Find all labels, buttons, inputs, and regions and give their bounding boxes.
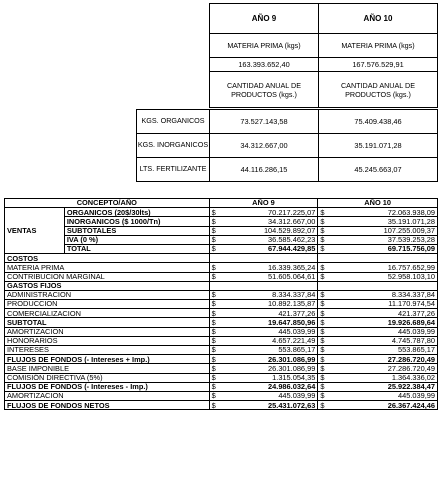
table-row: [5, 318, 438, 327]
currency-symbol: $: [209, 401, 219, 410]
value-y10: 27.286.720,49: [328, 355, 438, 364]
value-y9: 8.334.337,84: [219, 290, 318, 299]
currency-symbol: $: [318, 300, 328, 309]
ventas-section: [5, 208, 438, 254]
producto-value-y9: 44.116.286,15: [210, 158, 319, 182]
value-y10: 69.715.756,09: [328, 244, 438, 253]
currency-symbol: $: [318, 318, 328, 327]
value-y9: 104.529.892,07: [219, 226, 318, 235]
materia-prima-table: [209, 3, 438, 108]
row-label: FLUJOS DE FONDOS (- Intereses + Imp.): [5, 355, 210, 364]
value-y10: 421.377,26: [328, 309, 438, 318]
producto-value-y9: 34.312.667,00: [210, 134, 319, 158]
year9-header: AÑO 9: [210, 4, 319, 34]
value-y9: 1.315.054,35: [219, 373, 318, 382]
row-label: CONTRIBUCION MARGINAL: [5, 272, 210, 281]
value-y10: 1.364.336,02: [328, 373, 438, 382]
table-row: [5, 290, 438, 299]
value-y9: 445.039,99: [219, 327, 318, 336]
currency-symbol: $: [318, 217, 328, 226]
row-label: COMERCIALIZACION: [5, 309, 210, 318]
producto-label: KGS. INORGANICOS: [137, 134, 210, 158]
value-y9: 25.431.072,63: [219, 401, 318, 410]
currency-symbol: $: [209, 226, 219, 235]
value-y9: 70.217.225,07: [219, 208, 318, 217]
ventas-row: [5, 244, 438, 253]
currency-symbol: $: [318, 336, 328, 345]
currency-symbol: $: [209, 382, 219, 391]
value-y10: [328, 254, 438, 263]
currency-symbol: $: [318, 364, 328, 373]
currency-symbol: $: [209, 217, 219, 226]
currency-symbol: $: [209, 364, 219, 373]
value-y10: 72.063.938,09: [328, 208, 438, 217]
value-y10: [328, 281, 438, 290]
value-y10: 107.255.009,37: [328, 226, 438, 235]
producto-value-y10: 75.409.438,46: [319, 110, 438, 134]
currency-symbol: $: [318, 309, 328, 318]
ventas-row: [5, 226, 438, 235]
value-y9: 4.657.221,49: [219, 336, 318, 345]
value-y9: 553.865,17: [219, 346, 318, 355]
value-y10: 8.334.337,84: [328, 290, 438, 299]
currency-symbol: $: [209, 244, 219, 253]
value-y9: 19.647.850,96: [219, 318, 318, 327]
value-y9: 445.039,99: [219, 391, 318, 400]
row-label: AMORTIZACION: [5, 391, 210, 400]
currency-symbol: $: [318, 208, 328, 217]
producto-value-y10: 35.191.071,28: [319, 134, 438, 158]
value-y10: 26.367.424,46: [328, 401, 438, 410]
ventas-row-label: INORGANICOS ($ 1000/Tn): [64, 217, 209, 226]
row-label: FLUJOS DE FONDOS (- Intereses - Imp.): [5, 382, 210, 391]
currency-cell: [209, 254, 219, 263]
value-y10: 52.958.103,10: [328, 272, 438, 281]
year10-header: AÑO 10: [319, 4, 438, 34]
value-y10: 445.039,99: [328, 391, 438, 400]
row-label: PRODUCCION: [5, 300, 210, 309]
table-row: [5, 382, 438, 391]
currency-symbol: $: [209, 300, 219, 309]
currency-symbol: $: [318, 391, 328, 400]
currency-symbol: $: [318, 235, 328, 244]
productos-table: [136, 109, 438, 182]
materia-prima-label-y10: MATERIA PRIMA (kgs): [319, 34, 438, 58]
year10-col-header: AÑO 10: [318, 199, 438, 208]
ventas-row: [5, 235, 438, 244]
currency-symbol: $: [209, 272, 219, 281]
materia-prima-label-y9: MATERIA PRIMA (kgs): [210, 34, 319, 58]
currency-symbol: $: [209, 355, 219, 364]
currency-symbol: $: [209, 290, 219, 299]
concepto-header: CONCEPTO/AÑO: [5, 199, 210, 208]
row-label: BASE IMPONIBLE: [5, 364, 210, 373]
row-label: COSTOS: [5, 254, 210, 263]
row-label: COMISIÓN DIRECTIVA (5%): [5, 373, 210, 382]
currency-symbol: $: [209, 263, 219, 272]
value-y9: 24.986.032,64: [219, 382, 318, 391]
table-row: [5, 263, 438, 272]
value-y9: 421.377,26: [219, 309, 318, 318]
table-row: [5, 281, 438, 290]
value-y9: 51.605.064,61: [219, 272, 318, 281]
currency-symbol: $: [318, 355, 328, 364]
ventas-row: [5, 217, 438, 226]
producto-label: LTS. FERTILIZANTE: [137, 158, 210, 182]
materia-prima-value-y10: 167.576.529,91: [319, 58, 438, 72]
currency-symbol: $: [209, 346, 219, 355]
row-label: INTERESES: [5, 346, 210, 355]
value-y9: 67.944.429,85: [219, 244, 318, 253]
currency-symbol: $: [318, 382, 328, 391]
year9-col-header: AÑO 9: [209, 199, 318, 208]
currency-symbol: $: [318, 226, 328, 235]
table-row: [5, 300, 438, 309]
value-y10: 553.865,17: [328, 346, 438, 355]
currency-symbol: $: [318, 263, 328, 272]
ventas-row-label: SUBTOTALES: [64, 226, 209, 235]
value-y9: 16.339.365,24: [219, 263, 318, 272]
value-y10: 16.757.652,99: [328, 263, 438, 272]
table-header-row: [5, 199, 438, 208]
producto-value-y9: 73.527.143,58: [210, 110, 319, 134]
table-row: [5, 327, 438, 336]
currency-symbol: $: [209, 336, 219, 345]
currency-symbol: $: [318, 244, 328, 253]
table-row: [5, 355, 438, 364]
value-y10: 445.039,99: [328, 327, 438, 336]
table-row: [5, 346, 438, 355]
table-row: [5, 272, 438, 281]
materia-prima-value-y9: 163.393.652,40: [210, 58, 319, 72]
ventas-row: [5, 208, 438, 217]
producto-label: KGS. ORGANICOS: [137, 110, 210, 134]
table-row: [5, 391, 438, 400]
row-label: ADMINISTRACION: [5, 290, 210, 299]
ventas-label: VENTAS: [5, 208, 65, 254]
ventas-row-label: TOTAL: [64, 244, 209, 253]
currency-symbol: $: [209, 318, 219, 327]
currency-cell: [209, 281, 219, 290]
value-y9: 26.301.086,99: [219, 355, 318, 364]
row-label: HONORARIOS: [5, 336, 210, 345]
table-row: [5, 373, 438, 382]
value-y10: 27.286.720,49: [328, 364, 438, 373]
table-row: [5, 309, 438, 318]
currency-symbol: $: [318, 373, 328, 382]
value-y9: [219, 254, 318, 263]
currency-symbol: $: [318, 327, 328, 336]
currency-symbol: $: [209, 235, 219, 244]
value-y9: 10.892.135,87: [219, 300, 318, 309]
table-row: [5, 336, 438, 345]
value-y10: 4.745.787,80: [328, 336, 438, 345]
value-y9: 34.312.667,00: [219, 217, 318, 226]
currency-symbol: $: [318, 346, 328, 355]
producto-value-y10: 45.245.663,07: [319, 158, 438, 182]
currency-symbol: $: [209, 309, 219, 318]
flujo-fondos-table: [4, 198, 438, 410]
rows-section: [5, 254, 438, 410]
value-y10: 37.539.253,28: [328, 235, 438, 244]
currency-symbol: $: [209, 208, 219, 217]
currency-symbol: $: [318, 401, 328, 410]
cantidad-anual-label-y9: CANTIDAD ANUAL DE PRODUCTOS (kgs.): [210, 72, 319, 108]
currency-symbol: $: [209, 327, 219, 336]
value-y10: 19.926.689,64: [328, 318, 438, 327]
ventas-row-label: IVA (0 %): [64, 235, 209, 244]
value-y10: 25.922.384,47: [328, 382, 438, 391]
currency-symbol: $: [209, 373, 219, 382]
currency-symbol: $: [209, 391, 219, 400]
table-row: [5, 401, 438, 410]
table-row: [5, 254, 438, 263]
row-label: SUBTOTAL: [5, 318, 210, 327]
row-label: AMORTIZACION: [5, 327, 210, 336]
value-y9: [219, 281, 318, 290]
currency-cell: [318, 254, 328, 263]
currency-cell: [318, 281, 328, 290]
row-label: FLUJOS DE FONDOS NETOS: [5, 401, 210, 410]
currency-symbol: $: [318, 290, 328, 299]
value-y10: 35.191.071,28: [328, 217, 438, 226]
currency-symbol: $: [318, 272, 328, 281]
table-row: [5, 364, 438, 373]
value-y10: 11.170.974,54: [328, 300, 438, 309]
ventas-row-label: ORGANICOS (20$/30lts): [64, 208, 209, 217]
cantidad-anual-label-y10: CANTIDAD ANUAL DE PRODUCTOS (kgs.): [319, 72, 438, 108]
value-y9: 36.585.462,23: [219, 235, 318, 244]
value-y9: 26.301.086,99: [219, 364, 318, 373]
row-label: MATERIA PRIMA: [5, 263, 210, 272]
row-label: GASTOS FIJOS: [5, 281, 210, 290]
